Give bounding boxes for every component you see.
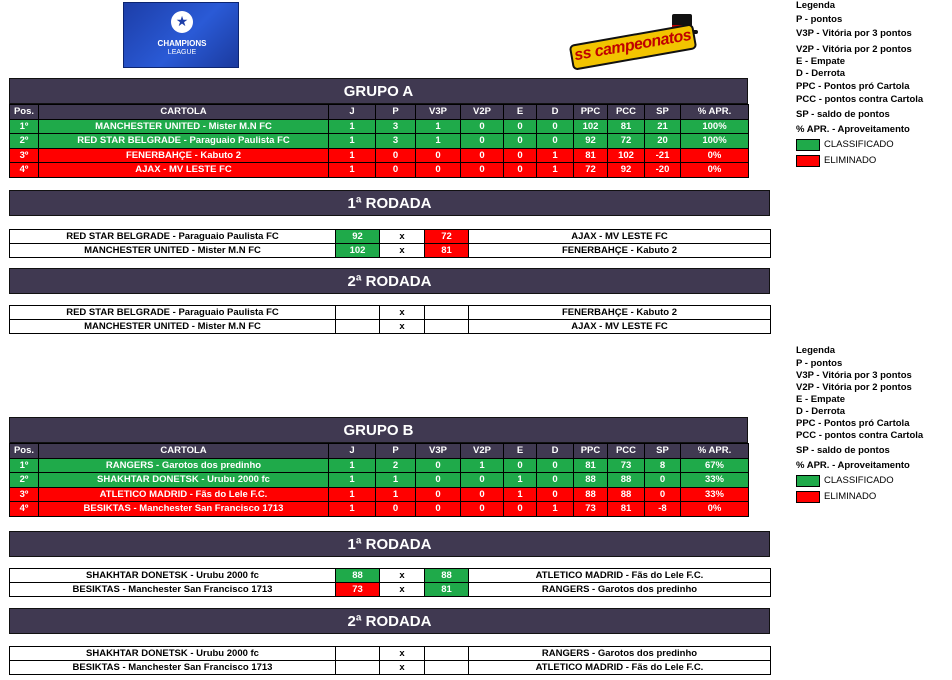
- table-row: [10, 134, 749, 149]
- cell-v2p: 1: [461, 458, 504, 473]
- cell-e: 0: [504, 163, 537, 178]
- away-team: FENERBAHÇE - Kabuto 2: [469, 244, 771, 258]
- home-team: RED STAR BELGRADE - Paraguaio Paulista FC: [10, 306, 336, 320]
- away-team: ATLETICO MADRID - Fãs do Lele F.C.: [469, 661, 771, 675]
- home-score: [336, 661, 380, 675]
- home-team: BESIKTAS - Manchester San Francisco 1713: [10, 583, 336, 597]
- column-header-sp: SP: [645, 444, 681, 459]
- cell-j: 1: [329, 473, 376, 488]
- star-icon: ★: [175, 13, 189, 29]
- cell-cartola: ATLETICO MADRID - Fãs do Lele F.C.: [39, 487, 329, 502]
- group-b-round2-matches: [9, 646, 771, 675]
- home-score: [336, 647, 380, 661]
- green-swatch: [796, 475, 820, 487]
- cell-pos: 1º: [10, 458, 39, 473]
- cell-d: 0: [537, 134, 574, 149]
- home-score: 102: [336, 244, 380, 258]
- match-row: [10, 583, 771, 597]
- home-team: RED STAR BELGRADE - Paraguaio Paulista FC: [10, 230, 336, 244]
- cell-ppc: 81: [574, 458, 608, 473]
- away-team: FENERBAHÇE - Kabuto 2: [469, 306, 771, 320]
- cell-ppc: 73: [574, 502, 608, 517]
- cell-p: 0: [376, 163, 416, 178]
- ss-logo-text: ss campeonatos: [569, 23, 698, 70]
- ss-campeonatos-logo: [568, 14, 700, 66]
- home-team: BESIKTAS - Manchester San Francisco 1713: [10, 661, 336, 675]
- cell-cartola: SHAKHTAR DONETSK - Urubu 2000 fc: [39, 473, 329, 488]
- cell-pcc: 72: [608, 134, 645, 149]
- cell-v2p: 0: [461, 163, 504, 178]
- cell-e: 1: [504, 487, 537, 502]
- column-header-v3p: V3P: [416, 444, 461, 459]
- column-header-v2p: V2P: [461, 444, 504, 459]
- cell-pcc: 81: [608, 502, 645, 517]
- group-a-round2-title: 2ª RODADA: [9, 268, 770, 294]
- home-team: MANCHESTER UNITED - Mister M.N FC: [10, 244, 336, 258]
- cell-v3p: 0: [416, 458, 461, 473]
- column-header-pos: Pos.: [10, 444, 39, 459]
- cell-e: 0: [504, 134, 537, 149]
- group-a-round1-matches: [9, 229, 771, 258]
- cell-d: 1: [537, 502, 574, 517]
- cell-cartola: AJAX - MV LESTE FC: [39, 163, 329, 178]
- cell-sp: 21: [645, 119, 681, 134]
- cell-pcc: 73: [608, 458, 645, 473]
- cell-pcc: 92: [608, 163, 645, 178]
- away-team: AJAX - MV LESTE FC: [469, 320, 771, 334]
- column-header-pcc: PCC: [608, 105, 645, 120]
- home-score: [336, 320, 380, 334]
- table-header: [10, 444, 749, 459]
- match-row: [10, 661, 771, 675]
- cell-pos: 3º: [10, 487, 39, 502]
- group-a-round1-title: 1ª RODADA: [9, 190, 770, 216]
- cell-apr: 67%: [681, 458, 749, 473]
- away-score: 88: [425, 569, 469, 583]
- legend-classified: CLASSIFICADO: [796, 473, 952, 488]
- red-swatch: [796, 155, 820, 167]
- group-a-round2-matches: [9, 305, 771, 334]
- cell-v2p: 0: [461, 502, 504, 517]
- cell-ppc: 92: [574, 134, 608, 149]
- versus: x: [380, 569, 425, 583]
- away-team: ATLETICO MADRID - Fãs do Lele F.C.: [469, 569, 771, 583]
- legend-classified: CLASSIFICADO: [796, 137, 952, 152]
- versus: x: [380, 230, 425, 244]
- column-header-p: P: [376, 444, 416, 459]
- column-header-pcc: PCC: [608, 444, 645, 459]
- cell-p: 3: [376, 134, 416, 149]
- column-header-ppc: PPC: [574, 105, 608, 120]
- legend-title: Legenda: [796, 345, 836, 356]
- cell-pos: 2º: [10, 473, 39, 488]
- group-a-standings: [9, 104, 749, 178]
- cell-sp: 0: [645, 473, 681, 488]
- cell-p: 1: [376, 473, 416, 488]
- cell-ppc: 88: [574, 473, 608, 488]
- cell-p: 3: [376, 119, 416, 134]
- table-row: [10, 473, 749, 488]
- cell-pcc: 88: [608, 487, 645, 502]
- cell-v3p: 0: [416, 163, 461, 178]
- column-header-j: J: [329, 444, 376, 459]
- cell-apr: 100%: [681, 119, 749, 134]
- versus: x: [380, 306, 425, 320]
- versus: x: [380, 320, 425, 334]
- cell-p: 0: [376, 148, 416, 163]
- cell-cartola: RED STAR BELGRADE - Paraguaio Paulista FC: [39, 134, 329, 149]
- cell-v3p: 1: [416, 119, 461, 134]
- cell-sp: 0: [645, 487, 681, 502]
- cell-ppc: 81: [574, 148, 608, 163]
- cell-cartola: MANCHESTER UNITED - Mister M.N FC: [39, 119, 329, 134]
- match-row: [10, 320, 771, 334]
- cell-pcc: 102: [608, 148, 645, 163]
- column-header-apr: % APR.: [681, 105, 749, 120]
- column-header-j: J: [329, 105, 376, 120]
- group-a-title: GRUPO A: [9, 78, 748, 104]
- home-score: 92: [336, 230, 380, 244]
- cell-j: 1: [329, 487, 376, 502]
- column-header-p: P: [376, 105, 416, 120]
- away-team: RANGERS - Garotos dos predinho: [469, 647, 771, 661]
- versus: x: [380, 244, 425, 258]
- cell-d: 1: [537, 163, 574, 178]
- cell-sp: -20: [645, 163, 681, 178]
- group-b-title: GRUPO B: [9, 417, 748, 443]
- cell-cartola: FENERBAHÇE - Kabuto 2: [39, 148, 329, 163]
- cell-pos: 4º: [10, 502, 39, 517]
- versus: x: [380, 583, 425, 597]
- cell-pos: 2º: [10, 134, 39, 149]
- cell-p: 0: [376, 502, 416, 517]
- home-team: SHAKHTAR DONETSK - Urubu 2000 fc: [10, 569, 336, 583]
- legend-title: Legenda: [796, 0, 836, 11]
- table-row: [10, 487, 749, 502]
- away-score: [425, 661, 469, 675]
- cell-apr: 33%: [681, 473, 749, 488]
- cell-apr: 100%: [681, 134, 749, 149]
- legend-b: Legenda P - pontos V3P - Vitória por 3 pontos V2P - Vitória por 2 pontos E - Empate D - Derrota PPC - Pontos pró Cartola PCC - pontos contra Cartola SP - saldo de pontos % APR. - Aproveitamento CLASSIFICADO ELIMINADO: [796, 345, 952, 504]
- match-row: [10, 647, 771, 661]
- cell-pos: 3º: [10, 148, 39, 163]
- away-score: [425, 647, 469, 661]
- cell-v3p: 1: [416, 134, 461, 149]
- cell-apr: 0%: [681, 163, 749, 178]
- column-header-cartola: CARTOLA: [39, 105, 329, 120]
- red-swatch: [796, 491, 820, 503]
- cell-d: 1: [537, 148, 574, 163]
- column-header-apr: % APR.: [681, 444, 749, 459]
- column-header-v3p: V3P: [416, 105, 461, 120]
- table-row: [10, 163, 749, 178]
- cell-v3p: 0: [416, 502, 461, 517]
- legend-eliminated: ELIMINADO: [796, 489, 952, 504]
- match-row: [10, 306, 771, 320]
- home-team: MANCHESTER UNITED - Mister M.N FC: [10, 320, 336, 334]
- cell-ppc: 72: [574, 163, 608, 178]
- match-row: [10, 569, 771, 583]
- cell-apr: 0%: [681, 502, 749, 517]
- cell-ppc: 88: [574, 487, 608, 502]
- cell-ppc: 102: [574, 119, 608, 134]
- group-b-standings: [9, 443, 749, 517]
- cell-p: 1: [376, 487, 416, 502]
- column-header-d: D: [537, 444, 574, 459]
- cell-e: 1: [504, 473, 537, 488]
- cell-v3p: 0: [416, 473, 461, 488]
- table-row: [10, 458, 749, 473]
- cell-p: 2: [376, 458, 416, 473]
- column-header-ppc: PPC: [574, 444, 608, 459]
- home-score: [336, 306, 380, 320]
- champions-league-logo: [123, 2, 239, 68]
- cell-v2p: 0: [461, 487, 504, 502]
- away-score: [425, 306, 469, 320]
- table-header: [10, 105, 749, 120]
- away-score: 81: [425, 583, 469, 597]
- cell-sp: 20: [645, 134, 681, 149]
- cell-j: 1: [329, 119, 376, 134]
- cell-j: 1: [329, 163, 376, 178]
- away-score: 81: [425, 244, 469, 258]
- logo-text-champions: CHAMPIONS: [157, 39, 207, 48]
- cell-apr: 33%: [681, 487, 749, 502]
- cell-v2p: 0: [461, 119, 504, 134]
- cell-d: 0: [537, 119, 574, 134]
- table-row: [10, 502, 749, 517]
- group-b-round2-title: 2ª RODADA: [9, 608, 770, 634]
- green-swatch: [796, 139, 820, 151]
- versus: x: [380, 647, 425, 661]
- away-score: 72: [425, 230, 469, 244]
- column-header-e: E: [504, 105, 537, 120]
- cell-sp: -8: [645, 502, 681, 517]
- cell-j: 1: [329, 458, 376, 473]
- home-score: 88: [336, 569, 380, 583]
- group-b-round1-title: 1ª RODADA: [9, 531, 770, 557]
- cell-e: 0: [504, 119, 537, 134]
- cell-d: 0: [537, 458, 574, 473]
- match-row: [10, 230, 771, 244]
- cell-e: 0: [504, 148, 537, 163]
- cell-v2p: 0: [461, 473, 504, 488]
- away-score: [425, 320, 469, 334]
- cell-j: 1: [329, 502, 376, 517]
- cell-pcc: 81: [608, 119, 645, 134]
- column-header-d: D: [537, 105, 574, 120]
- column-header-v2p: V2P: [461, 105, 504, 120]
- cell-pos: 4º: [10, 163, 39, 178]
- table-row: [10, 148, 749, 163]
- home-team: SHAKHTAR DONETSK - Urubu 2000 fc: [10, 647, 336, 661]
- table-row: [10, 119, 749, 134]
- cell-sp: -21: [645, 148, 681, 163]
- column-header-pos: Pos.: [10, 105, 39, 120]
- cell-d: 0: [537, 487, 574, 502]
- logo-text-league: LEAGUE: [167, 49, 197, 56]
- cell-j: 1: [329, 148, 376, 163]
- cell-j: 1: [329, 134, 376, 149]
- versus: x: [380, 661, 425, 675]
- away-team: AJAX - MV LESTE FC: [469, 230, 771, 244]
- cell-v3p: 0: [416, 487, 461, 502]
- match-row: [10, 244, 771, 258]
- home-score: 73: [336, 583, 380, 597]
- cell-v3p: 0: [416, 148, 461, 163]
- away-team: RANGERS - Garotos dos predinho: [469, 583, 771, 597]
- cell-v2p: 0: [461, 134, 504, 149]
- column-header-e: E: [504, 444, 537, 459]
- column-header-cartola: CARTOLA: [39, 444, 329, 459]
- cell-apr: 0%: [681, 148, 749, 163]
- legend-a: Legenda P - pontos V3P - Vitória por 3 pontos V2P - Vitória por 2 pontos E - Empate D - Derrota PPC - Pontos pró Cartola PCC - pontos contra Cartola SP - saldo de pontos % APR. - Aproveitamento CLASSIFICADO ELIMINADO: [796, 0, 952, 168]
- legend-eliminated: ELIMINADO: [796, 153, 952, 168]
- cell-e: 0: [504, 458, 537, 473]
- cell-sp: 8: [645, 458, 681, 473]
- column-header-sp: SP: [645, 105, 681, 120]
- cell-v2p: 0: [461, 148, 504, 163]
- cell-pcc: 88: [608, 473, 645, 488]
- cell-e: 0: [504, 502, 537, 517]
- cell-pos: 1º: [10, 119, 39, 134]
- cell-d: 0: [537, 473, 574, 488]
- cell-cartola: BESIKTAS - Manchester San Francisco 1713: [39, 502, 329, 517]
- group-b-round1-matches: [9, 568, 771, 597]
- cell-cartola: RANGERS - Garotos dos predinho: [39, 458, 329, 473]
